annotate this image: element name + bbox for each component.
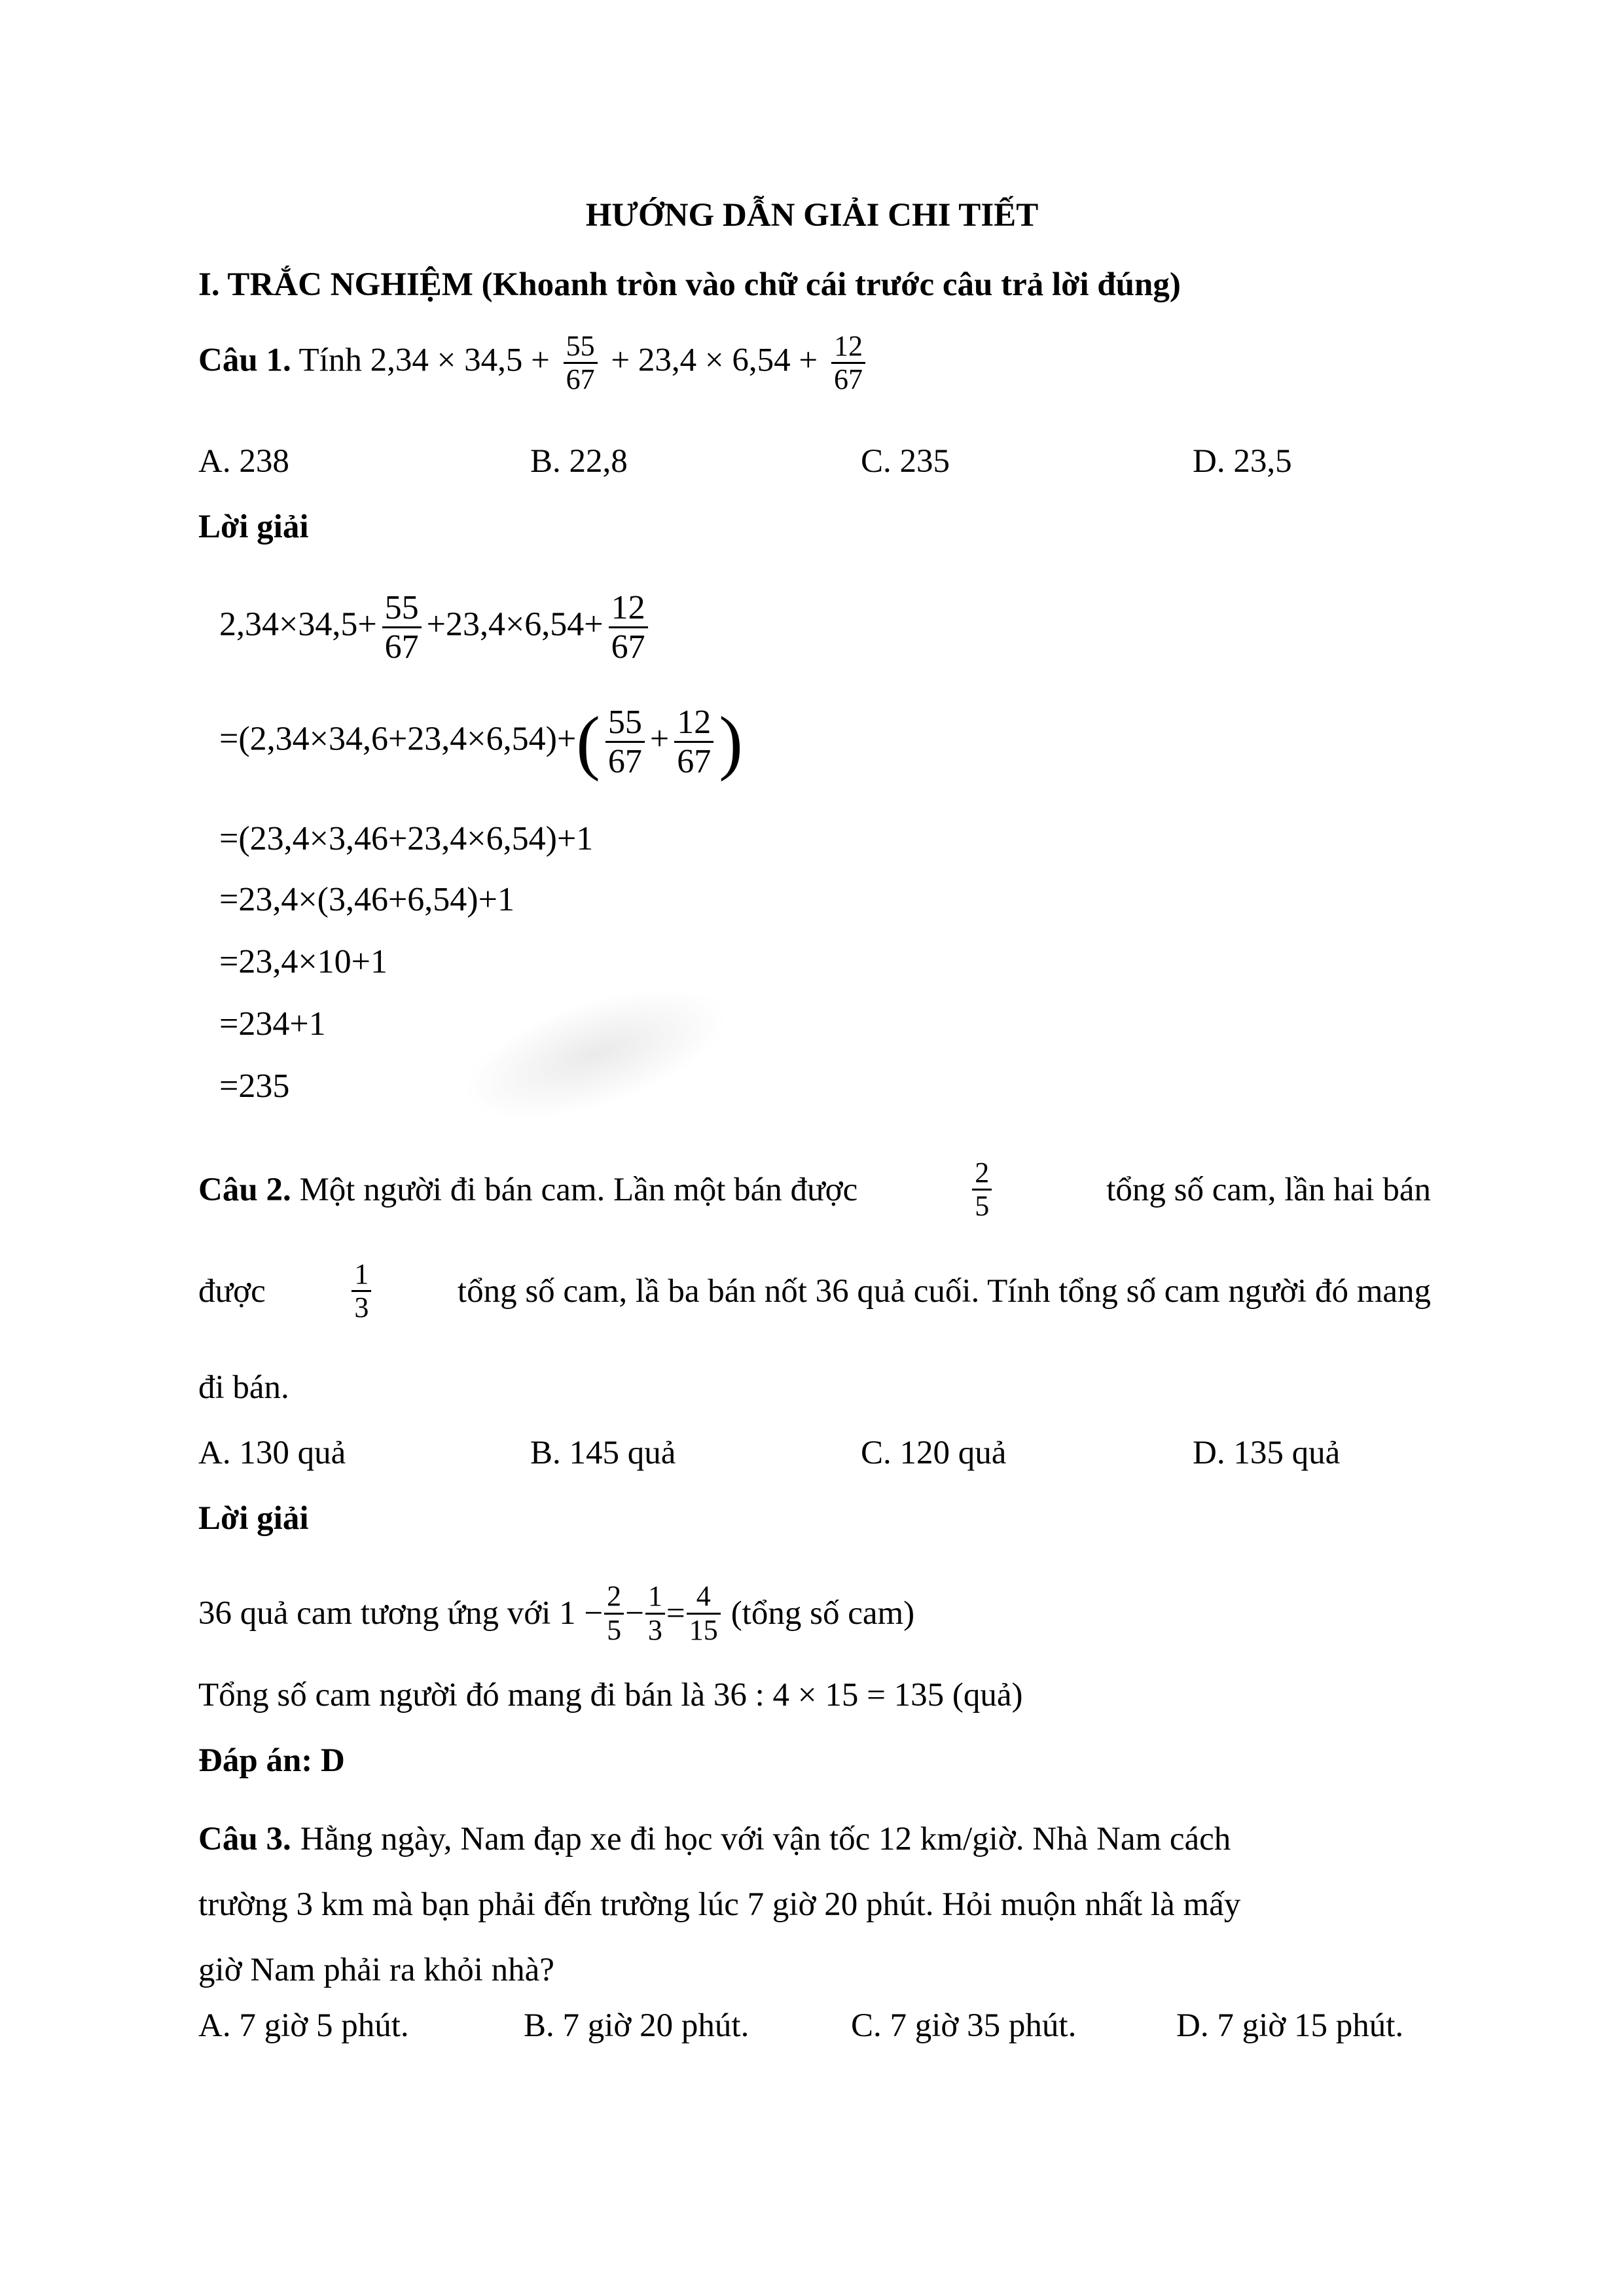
question-1 [198,331,871,396]
question-3-line-3: giờ Nam phải ra khỏi nhà? [198,1952,554,1988]
question-3: Câu 3. Hằng ngày, Nam đạp xe đi học với vận tốc 12 km/giờ. Nhà Nam cách [198,1821,1231,1857]
solution-step-5: =23,4×10+1 [219,943,388,980]
question-1-option-d[interactable]: D. 23,5 [1193,443,1292,480]
question-1-option-c[interactable]: C. 235 [861,443,950,480]
section-heading: I. TRẮC NGHIỆM (Khoanh tròn vào chữ cái trước câu trả lời đúng) [198,266,1181,303]
question-2: Câu 2. Một người đi bán cam. Lần một bán được $\frac{2}{5}$ tổng số cam, lần hai bán [198,1156,1431,1222]
question-1-fraction-2: $\frac{12}{67}$ [831,331,865,396]
question-2-option-b[interactable]: B. 145 quả [530,1435,676,1471]
question-3-line-2: trường 3 km mà bạn phải đến trường lúc 7 giờ 20 phút. Hỏi muộn nhất là mấy [198,1886,1241,1923]
question-1-label: Câu 1. [198,342,291,379]
question-1-fraction-1: $\frac{55}{67}$ [564,331,598,396]
question-2-solution-line-2: Tổng số cam người đó mang đi bán là 36 : 4 × 15 = 135 (quả) [198,1677,1023,1713]
question-2-answer: Đáp án: D [198,1742,345,1779]
question-2-fraction-1: $\frac{2}{5}$ [972,1157,992,1223]
question-2-option-d[interactable]: D. 135 quả [1193,1435,1341,1471]
question-2-option-c[interactable]: C. 120 quả [861,1435,1007,1471]
question-2-line-3: đi bán. [198,1369,289,1406]
question-2-fraction-2: $\frac{1}{3}$ [352,1259,371,1324]
question-3-option-d[interactable]: D. 7 giờ 15 phút. [1176,2007,1404,2044]
question-3-label: Câu 3. [198,1821,291,1857]
question-2-option-a[interactable]: A. 130 quả [198,1435,346,1471]
scan-smudge [449,961,743,1146]
question-2-solution-line-1: 36 quả cam tương ứng với 1 − $\frac{2}{5}$ − $\frac{1}{3}$ = $\frac{4}{15}$ (tổng số cam) [198,1580,915,1646]
question-1-text-a: Tính 2,34 × 34,5 + [298,342,550,379]
page-title: HƯỚNG DẪN GIẢI CHI TIẾT [585,197,1039,234]
question-1-option-b[interactable]: B. 22,8 [530,443,628,480]
question-1-solution-label: Lời giải [198,509,309,545]
question-3-option-b[interactable]: B. 7 giờ 20 phút. [524,2007,749,2044]
solution-step-4: =23,4×(3,46+6,54)+1 [219,881,514,918]
question-1-text-b: + 23,4 × 6,54 + [611,342,818,379]
solution-step-1: 2,34×34,5+ $\frac{55}{67}$ +23,4×6,54+ $\frac{12}{67}$ [219,589,653,666]
solution-step-2: =(2,34×34,6+23,4×6,54)+( $\frac{55}{67}$ + $\frac{12}{67}$ ) [219,702,743,782]
question-3-option-c[interactable]: C. 7 giờ 35 phút. [851,2007,1077,2044]
solution-step-6: =234+1 [219,1005,326,1043]
question-2-line-2: được $\frac{1}{3}$ tổng số cam, lầ ba bán nốt 36 quả cuối. Tính tổng số cam người đó mang [198,1257,1431,1323]
question-1-option-a[interactable]: A. 238 [198,443,289,480]
question-2-solution-label: Lời giải [198,1500,309,1537]
solution-step-7: =235 [219,1067,290,1105]
question-2-label: Câu 2. [198,1171,291,1208]
question-3-option-a[interactable]: A. 7 giờ 5 phút. [198,2007,409,2044]
solution-step-3: =(23,4×3,46+23,4×6,54)+1 [219,820,594,857]
